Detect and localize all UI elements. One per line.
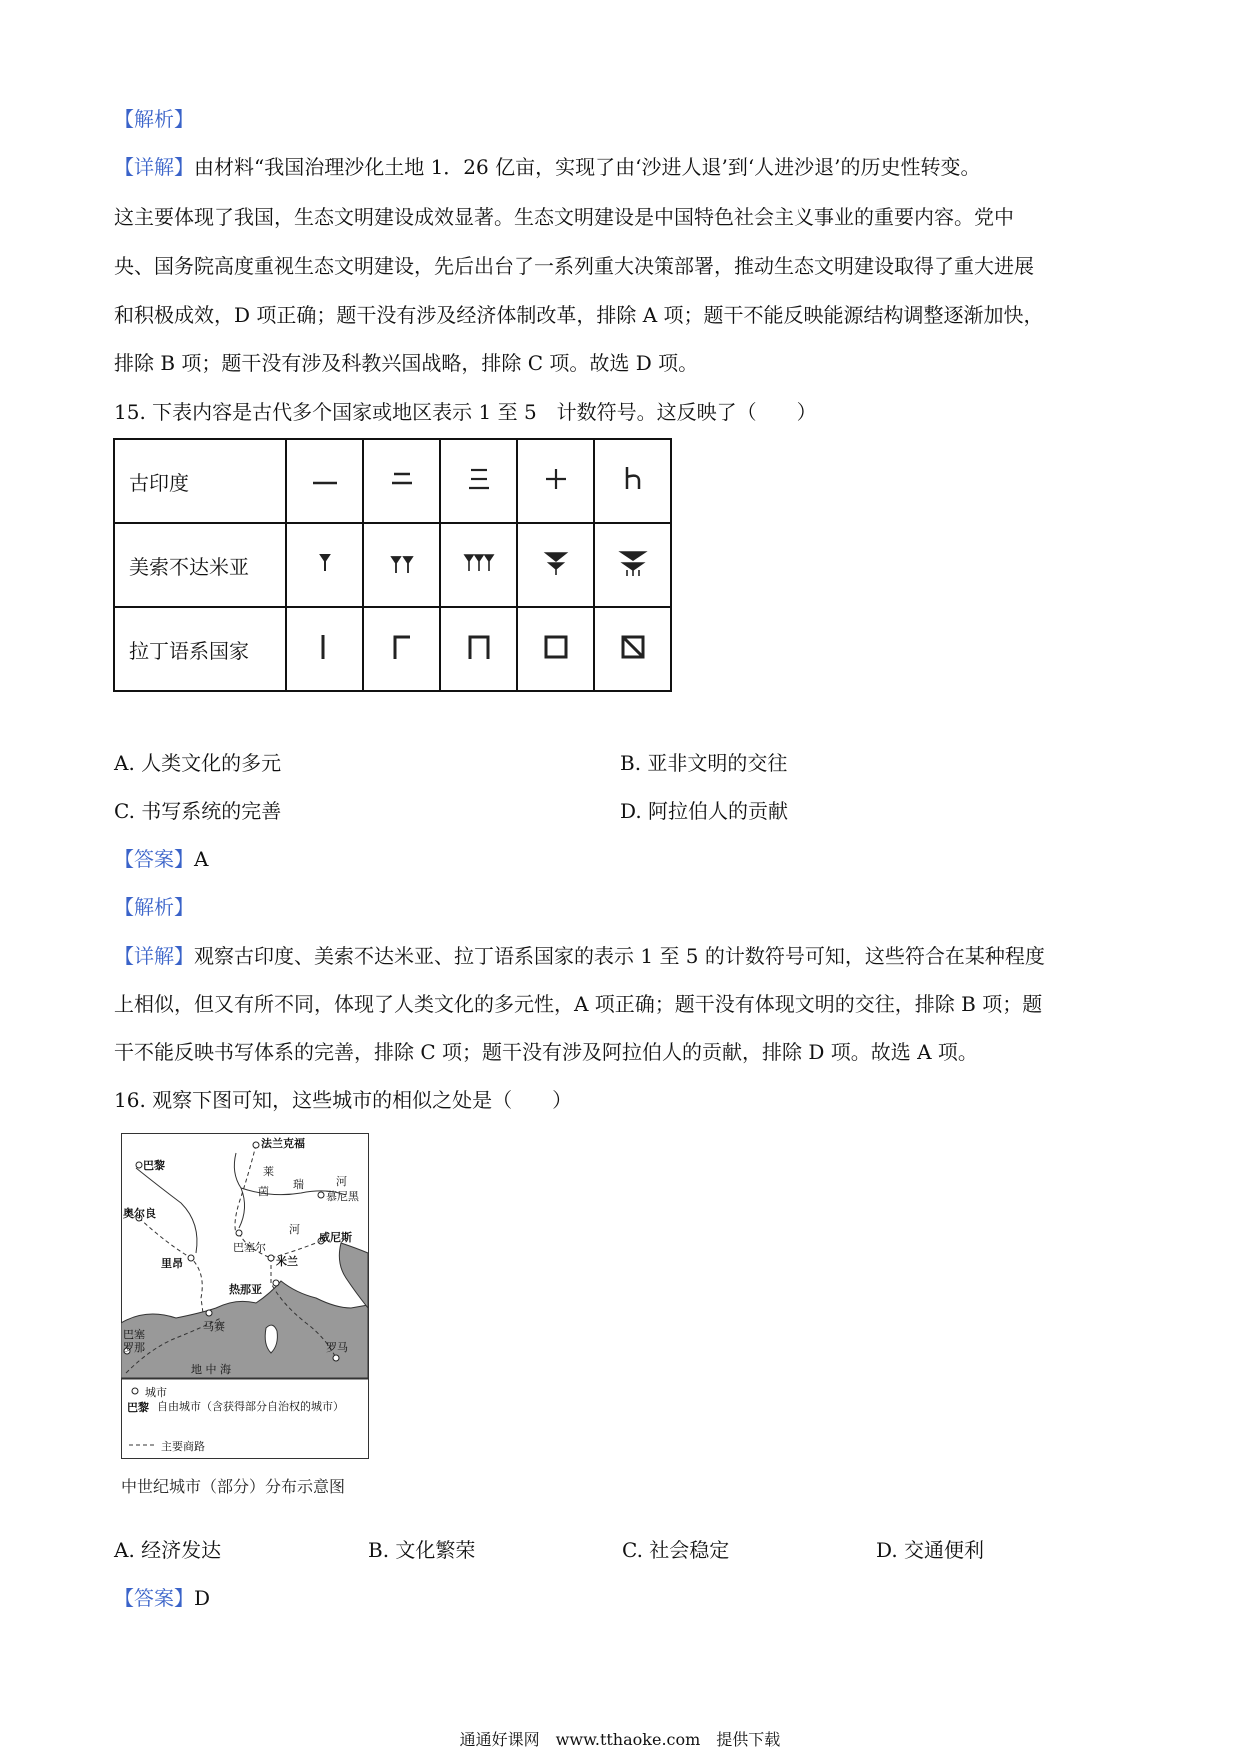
symbol-cell — [517, 523, 594, 607]
city-label: 里昂 — [161, 1257, 183, 1270]
option-c[interactable]: C. 书写系统的完善 — [114, 799, 282, 823]
table-row — [114, 523, 671, 607]
option-d[interactable]: D. 阿拉伯人的贡献 — [620, 799, 789, 823]
sea-label: 地 中 海 — [191, 1363, 231, 1376]
legend-city: 城市 — [145, 1386, 167, 1399]
analysis-label: 【解析】 — [114, 895, 194, 919]
detail-line-3: 央、国务院高度重视生态文明建设，先后出台了一系列重大决策部署，推动生态文明建设取得了重大进展 — [114, 254, 1034, 278]
legend-city-marker — [132, 1388, 138, 1394]
city-label: 威尼斯 — [319, 1231, 352, 1244]
row-label: 拉丁语系国家 — [114, 607, 286, 691]
detail-line-2: 这主要体现了我国，生态文明建设成效显著。生态文明建设是中国特色社会主义事业的重要内容。党中 — [114, 205, 1014, 229]
answer-value: D — [194, 1586, 211, 1610]
detail-line-3: 干不能反映书写体系的完善，排除 C 项；题干没有涉及阿拉伯人的贡献，排除 D 项。故选 A 项。 — [114, 1040, 978, 1064]
detail-line-2: 上相似，但又有所不同，体现了人类文化的多元性，A 项正确；题干没有体现文明的交往，排除 B 项；题 — [114, 992, 1043, 1016]
city-label: 罗马 — [326, 1341, 348, 1354]
detail-line-1 — [114, 153, 1124, 181]
city-marker — [253, 1142, 259, 1148]
map-caption: 中世纪城市（部分）分布示意图 — [121, 1477, 346, 1496]
option-c[interactable]: C. 社会稳定 — [622, 1538, 730, 1562]
city-label: 巴塞罗那 — [123, 1328, 145, 1354]
india-two-symbol — [382, 459, 422, 499]
latin-one-symbol — [305, 627, 345, 667]
mesopotamia-five-symbol — [613, 543, 653, 583]
legend-route: 主要商路 — [161, 1440, 205, 1453]
symbol-cell — [517, 439, 594, 523]
city-marker — [318, 1192, 324, 1198]
question-15: 15. 下表内容是古代多个国家或地区表示 1 至 5 计数符号。这反映了（ ） — [114, 400, 817, 424]
detail-text: 由材料“我国治理沙化土地 1．26 亿亩，实现了由‘沙进人退’到‘人进沙退’的历史性转变。 — [194, 155, 981, 179]
answer-15 — [114, 845, 208, 873]
answer-label: 【答案】 — [114, 1586, 194, 1610]
city-label: 巴塞尔 — [233, 1241, 266, 1254]
table-row — [114, 607, 671, 691]
symbol-cell — [594, 523, 671, 607]
row-label: 美索不达米亚 — [114, 523, 286, 607]
latin-five-symbol — [613, 627, 653, 667]
latin-four-symbol — [536, 627, 576, 667]
legend-free-city-sample: 巴黎 — [127, 1401, 149, 1414]
symbol-cell — [286, 607, 363, 691]
river-label: 河 — [336, 1175, 347, 1188]
mesopotamia-one-symbol — [305, 543, 345, 583]
symbol-cell — [440, 523, 517, 607]
row-label: 古印度 — [114, 439, 286, 523]
detail-line-5: 排除 B 项；题干没有涉及科教兴国战略，排除 C 项。故选 D 项。 — [114, 351, 699, 375]
symbol-cell — [363, 523, 440, 607]
india-three-symbol — [459, 459, 499, 499]
symbol-cell — [440, 607, 517, 691]
option-a[interactable]: A. 人类文化的多元 — [114, 751, 282, 775]
city-marker — [236, 1230, 242, 1236]
city-marker — [136, 1162, 142, 1168]
latin-two-symbol — [382, 627, 422, 667]
symbol-cell — [363, 439, 440, 523]
india-four-symbol — [536, 459, 576, 499]
india-five-symbol — [613, 459, 653, 499]
symbol-cell — [286, 439, 363, 523]
mesopotamia-two-symbol — [382, 543, 422, 583]
mesopotamia-four-symbol — [536, 543, 576, 583]
medieval-city-map — [121, 1133, 369, 1459]
option-b[interactable]: B. 亚非文明的交往 — [620, 751, 788, 775]
detail-label: 【详解】 — [114, 944, 194, 968]
detail-text: 观察古印度、美索不达米亚、拉丁语系国家的表示 1 至 5 的计数符号可知，这些符合在某种程度 — [194, 944, 1045, 968]
table-row — [114, 439, 671, 523]
symbol-cell — [286, 523, 363, 607]
india-one-symbol — [305, 459, 345, 499]
city-label: 巴黎 — [143, 1159, 165, 1172]
city-marker — [268, 1255, 274, 1261]
question-16: 16. 观察下图可知，这些城市的相似之处是（ ） — [114, 1088, 573, 1112]
river-label: 茵 — [258, 1185, 269, 1198]
analysis-label: 【解析】 — [114, 107, 194, 131]
page-footer: 通通好课网 www.tthaoke.com 提供下载 — [459, 1730, 781, 1749]
city-marker — [333, 1355, 339, 1361]
detail-line-1 — [114, 942, 1124, 970]
mesopotamia-three-symbol — [459, 543, 499, 583]
answer-value: A — [194, 847, 209, 871]
symbol-cell — [440, 439, 517, 523]
city-marker — [188, 1255, 194, 1261]
legend-free-city: 自由城市（含获得部分自治权的城市） — [157, 1400, 344, 1413]
option-b[interactable]: B. 文化繁荣 — [368, 1538, 476, 1562]
city-label: 热那亚 — [229, 1283, 262, 1296]
city-label: 奥尔良 — [123, 1207, 156, 1220]
symbol-cell — [517, 607, 594, 691]
river-label: 瑞 — [293, 1178, 304, 1191]
answer-16 — [114, 1584, 210, 1612]
symbol-cell — [363, 607, 440, 691]
city-label: 法兰克福 — [261, 1137, 305, 1150]
river-label: 莱 — [263, 1165, 274, 1178]
city-marker — [206, 1310, 212, 1316]
city-label: 慕尼黑 — [326, 1190, 359, 1203]
symbol-cell — [594, 439, 671, 523]
city-label: 米兰 — [276, 1255, 298, 1268]
latin-three-symbol — [459, 627, 499, 667]
answer-label: 【答案】 — [114, 847, 194, 871]
city-label: 马赛 — [203, 1320, 225, 1333]
option-d[interactable]: D. 交通便利 — [876, 1538, 985, 1562]
option-a[interactable]: A. 经济发达 — [114, 1538, 222, 1562]
counting-symbols-table — [113, 438, 672, 692]
detail-line-4: 和积极成效，D 项正确；题干没有涉及经济体制改革，排除 A 项；题干不能反映能源结构调整逐渐加快， — [114, 303, 1044, 327]
detail-label: 【详解】 — [114, 155, 194, 179]
city-marker — [273, 1280, 279, 1286]
symbol-cell — [594, 607, 671, 691]
river-label: 河 — [289, 1223, 300, 1236]
